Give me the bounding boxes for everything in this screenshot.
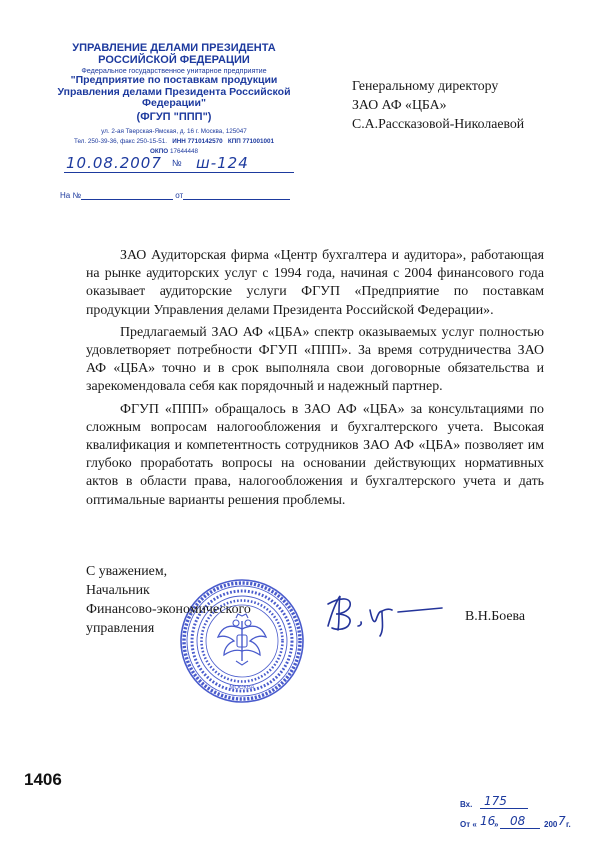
reply-date-blank xyxy=(183,190,290,200)
incoming-number-underline xyxy=(480,808,528,809)
okpo-value: 17644448 xyxy=(169,147,198,155)
incoming-year-prefix: 200 xyxy=(544,820,558,829)
incoming-date-row xyxy=(460,812,590,832)
registration-date: 10.08.2007 xyxy=(66,154,162,172)
signer-name: В.Н.Боева xyxy=(465,609,526,624)
reply-reference-line xyxy=(60,190,295,200)
enterprise-name-line-2: Управления делами Президента Российской xyxy=(57,85,291,98)
registration-number: ш-124 xyxy=(196,154,249,172)
letterhead xyxy=(34,42,314,157)
recipient-line-3: С.А.Рассказовой-Николаевой xyxy=(352,116,525,131)
incoming-month-underline xyxy=(500,828,540,829)
incoming-day: 16 xyxy=(480,814,496,828)
incoming-number-row xyxy=(460,792,590,812)
letter-body xyxy=(86,247,544,514)
signer-title-3: управления xyxy=(86,621,155,636)
body-paragraph-3: ФГУП «ППП» обращалось в ЗАО АФ «ЦБА» за консультациями по сложным вопросам налогообложения и бухгалтерского учета. Высокая квалификация и компетентность сотрудников ЗАО АФ «ЦБА» позволяет им глубоко проработать вопросы на основании действующих нормативных актов в области права, налогообложения и бухгалтерского учета и дать оптимальные варианты решения проблемы. xyxy=(86,401,544,508)
enterprise-abbr: (ФГУП "ППП") xyxy=(136,110,212,123)
body-paragraph-1: ЗАО Аудиторская фирма «Центр бухгалтера и аудитора», работающая на рынке аудиторских услуг с 1994 года, начиная с 2004 финансового года оказывает аудиторские услуги ФГУП «Предприятие по поставкам продукции Управления делами Президента Российской Федерации». xyxy=(86,248,544,318)
recipient-line-2: ЗАО АФ «ЦБА» xyxy=(352,97,447,112)
recipient-line-1: Генеральному директору xyxy=(352,78,499,93)
org-line-1: УПРАВЛЕНИЕ ДЕЛАМИ ПРЕЗИДЕНТА xyxy=(72,42,276,54)
reply-number-label: На № xyxy=(60,191,82,200)
contacts xyxy=(34,137,314,147)
file-number: 1406 xyxy=(24,770,62,789)
incoming-year-suffix: г. xyxy=(566,820,571,829)
recipient-block xyxy=(352,76,524,133)
incoming-number-label: Вх. xyxy=(460,800,473,809)
inn: ИНН 7710142570 xyxy=(172,137,223,145)
kpp: КПП 771001001 xyxy=(227,137,275,145)
incoming-number: 175 xyxy=(484,794,507,808)
enterprise-name-line-3: Федерации" xyxy=(142,97,206,109)
incoming-registration xyxy=(460,792,590,832)
registration-line xyxy=(64,154,294,173)
incoming-month: 08 xyxy=(510,814,526,828)
incoming-from-label: От « xyxy=(460,820,477,829)
org-line-2: РОССИЙСКОЙ ФЕДЕРАЦИИ xyxy=(98,54,250,66)
number-sign: № xyxy=(172,158,182,168)
closing-phrase: С уважением, xyxy=(86,564,168,579)
incoming-quote-close: » xyxy=(494,820,499,829)
signer-title-1: Начальник xyxy=(86,583,150,598)
address: ул. 2-ая Тверская-Ямская, д. 16 г. Москва, 125047 xyxy=(101,127,247,135)
svg-text:МОСКВА: МОСКВА xyxy=(229,685,255,691)
telephone: Тел. 250-39-36, факс 250-15-51. xyxy=(73,137,167,145)
signature-block xyxy=(86,562,251,638)
handwritten-signature xyxy=(318,590,448,638)
enterprise-name-line-1: "Предприятие по поставкам продукции xyxy=(70,74,278,86)
okpo-label: ОКПО xyxy=(150,147,169,155)
enterprise-type: Федеральное государственное унитарное предприятие xyxy=(81,66,267,75)
reply-number-blank xyxy=(81,190,173,200)
reply-date-label: от xyxy=(175,191,184,200)
incoming-year-digit: 7 xyxy=(558,814,566,828)
body-paragraph-2: Предлагаемый ЗАО АФ «ЦБА» спектр оказываемых услуг полностью удовлетворяет потребности ФГУП «ППП». За время сотрудничества ЗАО АФ «ЦБА» точно и в срок выполняла свои договорные обязательства и зарекомендовала себя как порядочный и надежный партнер. xyxy=(86,324,544,395)
signer-title-2: Финансово-экономического xyxy=(86,602,251,617)
